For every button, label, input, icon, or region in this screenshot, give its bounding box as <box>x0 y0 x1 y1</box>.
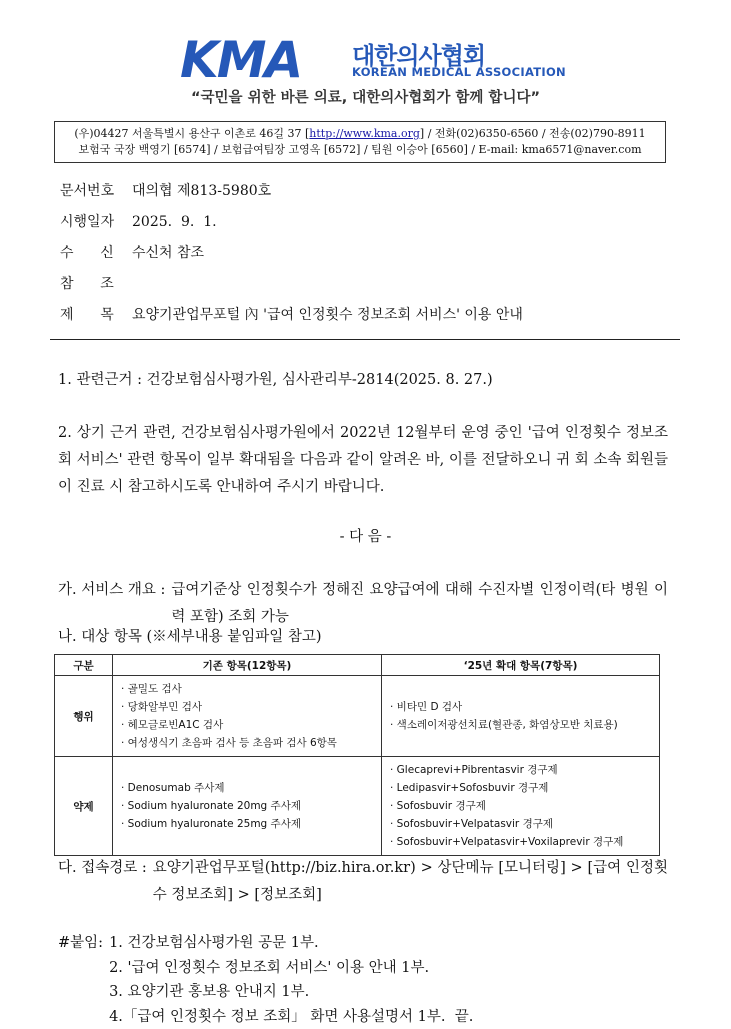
added-list <box>382 676 660 757</box>
subject-row <box>60 304 523 324</box>
subject-value: 요양기관업무포털 內 '급여 인정횟수 정보조회 서비스' 이용 안내 <box>132 307 523 323</box>
doc-number-row <box>60 180 271 200</box>
attachment-item: 3. 요양기관 홍보용 안내지 1부. <box>109 984 310 1000</box>
date-label: 시행일자 <box>60 214 115 230</box>
item-na: 나. 대상 항목 (※세부내용 붙임파일 참고) <box>58 629 322 645</box>
attachment-item: 4.「급여 인정횟수 정보 조회」 화면 사용설명서 1부. 끝. <box>109 1008 474 1025</box>
table-row <box>55 676 660 757</box>
kma-logo <box>180 31 580 89</box>
paragraph-1: 1. 관련근거 : 건강보험심사평가원, 심사관리부-2814(2025. 8. 27.) <box>58 372 493 388</box>
recipient-row <box>60 242 204 262</box>
list-item: · Sodium hyaluronate 25mg 주사제 <box>121 818 301 830</box>
existing-list <box>113 676 382 757</box>
table-row <box>55 757 660 856</box>
item-ga-text: 급여기준상 인정횟수가 정해진 요양급여에 대해 수진자별 인정이력(타 병원 이력 포함) 조회 가능 <box>171 582 668 625</box>
attachment-item: 1. 건강보험심사평가원 공문 1부. <box>109 935 319 951</box>
attachment-item: 2. '급여 인정횟수 정보조회 서비스' 이용 안내 1부. <box>109 959 430 976</box>
subject-label: 제 목 <box>60 307 114 323</box>
date-value: 2025. 9. 1. <box>132 214 217 230</box>
contact-line-1: (우)04427 서울특별시 용산구 이촌로 46길 37 [http://www.kma.org] / 전화(02)6350-6560 / 전송(02)790-8911 <box>74 127 646 140</box>
date-row <box>60 211 217 231</box>
paragraph-2: 2. 상기 근거 관련, 건강보험심사평가원에서 2022년 12월부터 운영 중인 '급여 인정횟수 정보조회 서비스' 관련 항목이 일부 확대됨을 다음과 같이 알려온 바, 이를 전달하오니 귀 회 소속 회원들이 진료 시 참고하시도록 안내하여 주시기 바랍니다. <box>58 425 668 495</box>
reference-row <box>60 273 132 293</box>
row-category: 행위 <box>55 676 113 757</box>
list-item: · 비타민 D 검사 <box>390 701 463 713</box>
target-items-table <box>54 654 660 856</box>
list-item: · 골밀도 검사 <box>121 683 182 695</box>
item-ga-label: 가. 서비스 개요 : <box>58 582 166 598</box>
attachments-list <box>109 931 668 1029</box>
attachments <box>58 931 668 1029</box>
contact-box <box>54 121 666 163</box>
logo-mark: KMA <box>180 31 302 89</box>
added-list <box>382 757 660 856</box>
list-item: · Sofosbuvir+Velpatasvir+Voxilaprevir 경구제 <box>390 836 624 848</box>
reference-label: 참 조 <box>60 276 114 292</box>
header-divider <box>50 339 680 340</box>
list-item: · 색소레이저광선치료(혈관종, 화염상모반 치료용) <box>390 719 618 731</box>
item-da <box>58 855 668 909</box>
doc-number-label: 문서번호 <box>60 183 115 199</box>
item-da-label: 다. 접속경로 : <box>58 860 147 876</box>
col-category: 구분 <box>55 655 113 676</box>
list-item: · Sodium hyaluronate 20mg 주사제 <box>121 800 301 812</box>
recipient-label: 수 신 <box>60 245 114 261</box>
list-item: · Sofosbuvir 경구제 <box>390 800 486 812</box>
col-added: ‘25년 확대 항목(7항목) <box>382 655 660 676</box>
list-item: · 헤모글로빈A1C 검사 <box>121 719 224 731</box>
item-ga <box>58 577 668 631</box>
website-link[interactable]: http://www.kma.org <box>309 127 420 140</box>
doc-number: 대의협 제813-5980호 <box>132 183 272 199</box>
slogan: “국민을 위한 바른 의료, 대한의사협회가 함께 합니다” <box>190 90 540 106</box>
da-eum-heading: - 다 음 - <box>339 529 392 545</box>
existing-list <box>113 757 382 856</box>
table-header-row <box>55 655 660 676</box>
list-item: · Sofosbuvir+Velpatasvir 경구제 <box>390 818 554 830</box>
row-category: 약제 <box>55 757 113 856</box>
list-item: · Denosumab 주사제 <box>121 782 225 794</box>
org-name-korean: 대한의사협회 <box>352 42 486 70</box>
attachments-label: #붙임: <box>58 935 104 951</box>
list-item: · 당화알부민 검사 <box>121 701 203 713</box>
list-item: · Glecaprevi+Pibrentasvir 경구제 <box>390 764 558 776</box>
org-name-english: KOREAN MEDICAL ASSOCIATION <box>352 65 566 79</box>
list-item: · 여성생식기 초음파 검사 등 초음파 검사 6항목 <box>121 737 337 749</box>
item-da-text: 요양기관업무포털(http://biz.hira.or.kr) > 상단메뉴 [모니터링] > [급여 인정횟수 정보조회] > [정보조회] <box>152 860 668 903</box>
col-existing: 기존 항목(12항목) <box>113 655 382 676</box>
recipient-value: 수신처 참조 <box>132 245 205 261</box>
list-item: · Ledipasvir+Sofosbuvir 경구제 <box>390 782 549 794</box>
contact-line-2: 보험국 국장 백영기 [6574] / 보험급여팀장 고영옥 [6572] / 팀원 이승아 [6560] / E-mail: kma6571@naver.com <box>78 143 642 156</box>
